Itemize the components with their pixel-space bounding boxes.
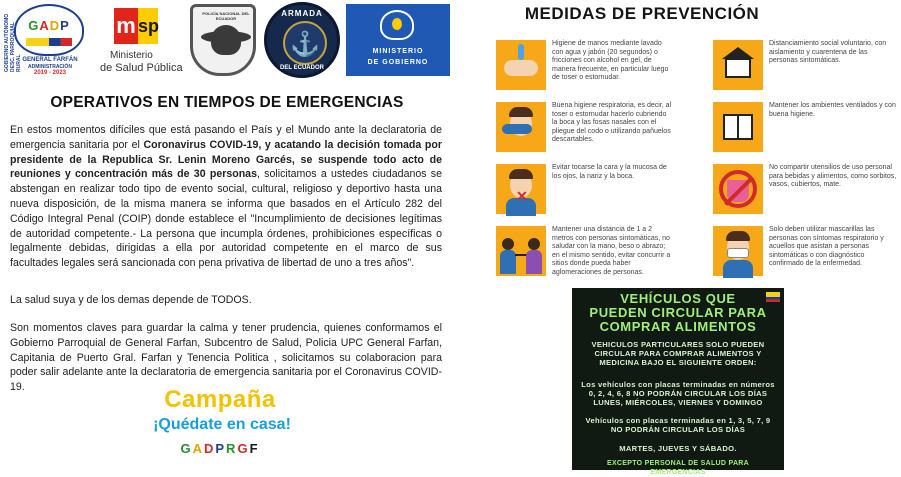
armada-top: ARMADA (281, 9, 323, 18)
gad-logo (4, 2, 92, 78)
measure-text: Mantener los ambientes ventilados y con buena higiene. (769, 102, 896, 118)
vehicles-title-1: VEHÍCULOS QUE (620, 291, 736, 306)
document-title: OPERATIVOS EN TIEMPOS DE EMERGENCIAS (50, 94, 404, 111)
paragraph-2: La salud suya y de los demas depende de TODOS. (10, 294, 252, 306)
person-head (528, 238, 540, 250)
measure-text: Higiene de manos mediante lavado con agua y jabón (20 segundos) o fricciones con alcohol en gel, de manera frecuente, en particular luego de toser o estornudar. (552, 40, 669, 82)
vehicles-rule-even: Los vehículos con placas terminadas en números 0, 2, 4, 6, 8 NO PODRÁN CIRCULAR LOS DÍAS LUNES, MIÉRCOLES, VIERNES Y DOMINGO (581, 380, 775, 407)
gad-letter: A (39, 18, 50, 33)
p1-text: En estos momentos difíciles que está pasando el País y el Mundo ante la declaratoria de emergencia sanitaria por el (10, 124, 442, 151)
vehicles-rule-intro: VEHICULOS PARTICULARES SOLO PUEDEN CIRCULAR PARA COMPRAR ALIMENTOS Y MEDICINA BAJO EL SIGUIENTE ORDEN: (591, 340, 765, 367)
distance-icon (496, 226, 546, 276)
armada-bottom: DEL ECUADOR (280, 65, 324, 71)
vehicles-panel (572, 288, 784, 476)
mask-icon (713, 226, 763, 276)
brand-letter: G (237, 441, 250, 456)
p1-bold: Coronavirus COVID-19, y acatando la decisión tomada por presidente de la Republica Sr. Lenin Moreno Garcés, se suspende todo acto de reuniones y concentración más de 30 personas (10, 138, 442, 181)
eagle-icon (211, 25, 241, 55)
prevention-title: MEDIDAS DE PREVENCIÓN (524, 4, 760, 23)
vehicles-title-2: PUEDEN CIRCULAR PARA (589, 305, 767, 320)
window-divider (737, 114, 739, 140)
house-shape (725, 58, 751, 78)
brand-letter: R (226, 441, 238, 456)
msp-mark-icon (114, 8, 160, 44)
campaign-brand (140, 441, 300, 456)
no-sharing-icon (713, 164, 763, 214)
ventilation-icon (713, 102, 763, 152)
gad-name: GENERAL FARFÁN (22, 57, 78, 63)
brand-letter: F (249, 441, 260, 456)
measure-text: Solo deben utilizar mascarillas las personas con síntomas respiratorio y acuellos que asistan a personas sintomáticas o con diagnóstico confirmado de la enfermedad. (769, 226, 884, 268)
mask-shape (727, 248, 749, 258)
water-shape (518, 44, 524, 60)
shield-icon (190, 4, 256, 76)
hands-shape (504, 60, 538, 76)
person-body (500, 250, 516, 274)
policia-text: POLICÍA NACIONAL DEL ECUADOR (202, 11, 250, 21)
p1-text-cont: , solicitamos a ustedes ciudadanos se abstengan en realizar todo tipo de evento social, cultural, religioso y deportivo hasta una nueva disposición, de la misma manera se informa que basados en el Artículo 282 del Código Integral Penal (COIP) donde establece el "Incumplimiento de decisiones legítimas de autoridad competente.- La persona que incumpla órdenes, prohibiciones específicas o legalmente debidas, dirigidas a ella por autoridad competente en el marco de sus facultades legales será sancionada con pena privativa de libertad de uno a tres años". (10, 168, 442, 270)
handwash-icon (496, 40, 546, 90)
cross-icon: ✕ (516, 188, 528, 204)
msp-line1: Ministerio (110, 50, 153, 61)
msp-sp-glyph: sp (138, 8, 158, 44)
vehicles-exception: EXCEPTO PERSONAL DE SALUD PARA EMERGENCIAS (606, 460, 750, 476)
gad-letters (18, 18, 80, 33)
home-isolation-icon (713, 40, 763, 90)
gad-letter: G (28, 18, 40, 33)
body-shape (723, 260, 753, 278)
measure-text: Evitar tocarse la cara y la mucosa de los ojos, la nariz y la boca. (552, 164, 667, 180)
campaign-title: Campaña (164, 386, 276, 413)
person-head (502, 238, 514, 250)
flag-icon (26, 38, 72, 46)
gobierno-line1: MINISTERIO (372, 48, 424, 55)
elbow-shape (502, 124, 532, 134)
brand-letter: A (192, 441, 204, 456)
gobierno-box (346, 4, 450, 76)
hair-shape (509, 107, 533, 117)
measure-text: Buena higiene respiratoria, es decir, al toser o estornudar hacerlo cubriendo la boca y las fosas nasales con el pliegue del codo o utilizando pañuelos descartables. (552, 102, 672, 144)
vehicles-rule-odd-days: MARTES, JUEVES Y SÁBADO. (619, 444, 737, 453)
armada-logo (264, 2, 340, 78)
gad-years: 2019 - 2023 (33, 70, 67, 76)
brand-letter: P (215, 441, 227, 456)
crest-icon (380, 10, 414, 40)
brand-letter: D (203, 441, 216, 456)
measure-text: Distanciamiento social voluntario, con aislamiento y cuarentena de las personas sintomáticas. (769, 40, 887, 65)
no-touch-face-icon (496, 164, 546, 214)
measure-text: No compartir utensilios de uso personal para bebidas y alimentos, como sorbitos, vasos, cubiertos, mate. (769, 164, 897, 189)
gad-letter: D (49, 18, 61, 33)
msp-m-glyph: m (114, 8, 138, 44)
armada-emblem (264, 2, 340, 78)
cough-elbow-icon (496, 102, 546, 152)
vehicles-title-3: COMPRAR ALIMENTOS (599, 319, 757, 334)
gad-admin: ADMINISTRACIÓN (28, 64, 72, 70)
hair-shape (509, 169, 533, 179)
msp-logo (96, 2, 183, 78)
armada-inner (283, 21, 327, 65)
gobierno-logo (346, 2, 450, 78)
left-panel (0, 0, 452, 474)
gad-side-text: GOBIERNO AUTÓNOMO DESC. PARROQUIAL RURAL (4, 13, 22, 72)
brand-letter: G (180, 441, 193, 456)
gobierno-line2: DE GOBIERNO (367, 59, 429, 66)
measure-text: Mantener una distancia de 1 a 2 metros con personas sintomáticas, no saludar con la mano, beso o abrazo; en el mismo sentido, evitar concurrir a sitios donde pueda haber aglomeraciones de personas. (552, 226, 671, 276)
vehicles-rule-odd: Vehículos con placas terminadas en 1, 3, 5, 7, 9 NO PODRÁN CIRCULAR LOS DÍAS (585, 416, 771, 434)
paragraph-1 (10, 123, 442, 271)
campaign-slogan: ¡Quédate en casa! (153, 416, 291, 433)
gad-letter: P (60, 18, 70, 33)
person-body (526, 250, 542, 274)
policia-logo (186, 2, 258, 78)
msp-line2: de Salud Pública (100, 62, 183, 74)
ban-icon (719, 170, 757, 208)
logo-strip (4, 2, 450, 80)
hair-shape (726, 231, 750, 241)
paragraph-3: Son momentos claves para guardar la calma y tener prudencia, quienes conformamos el Gobierno Parroquial de General Farfan, Subcentro de Salud, Policia UPC General Farfan, Capitania de Puerto Gral. Farfan y Tenencia Politica , solicitamos su colaboracion para poder salir adelante ante la declaratoria de emergencia sanitaria por el Coronavirus COVID-19. (10, 322, 442, 394)
anchor-icon: ⚓ (290, 31, 320, 58)
